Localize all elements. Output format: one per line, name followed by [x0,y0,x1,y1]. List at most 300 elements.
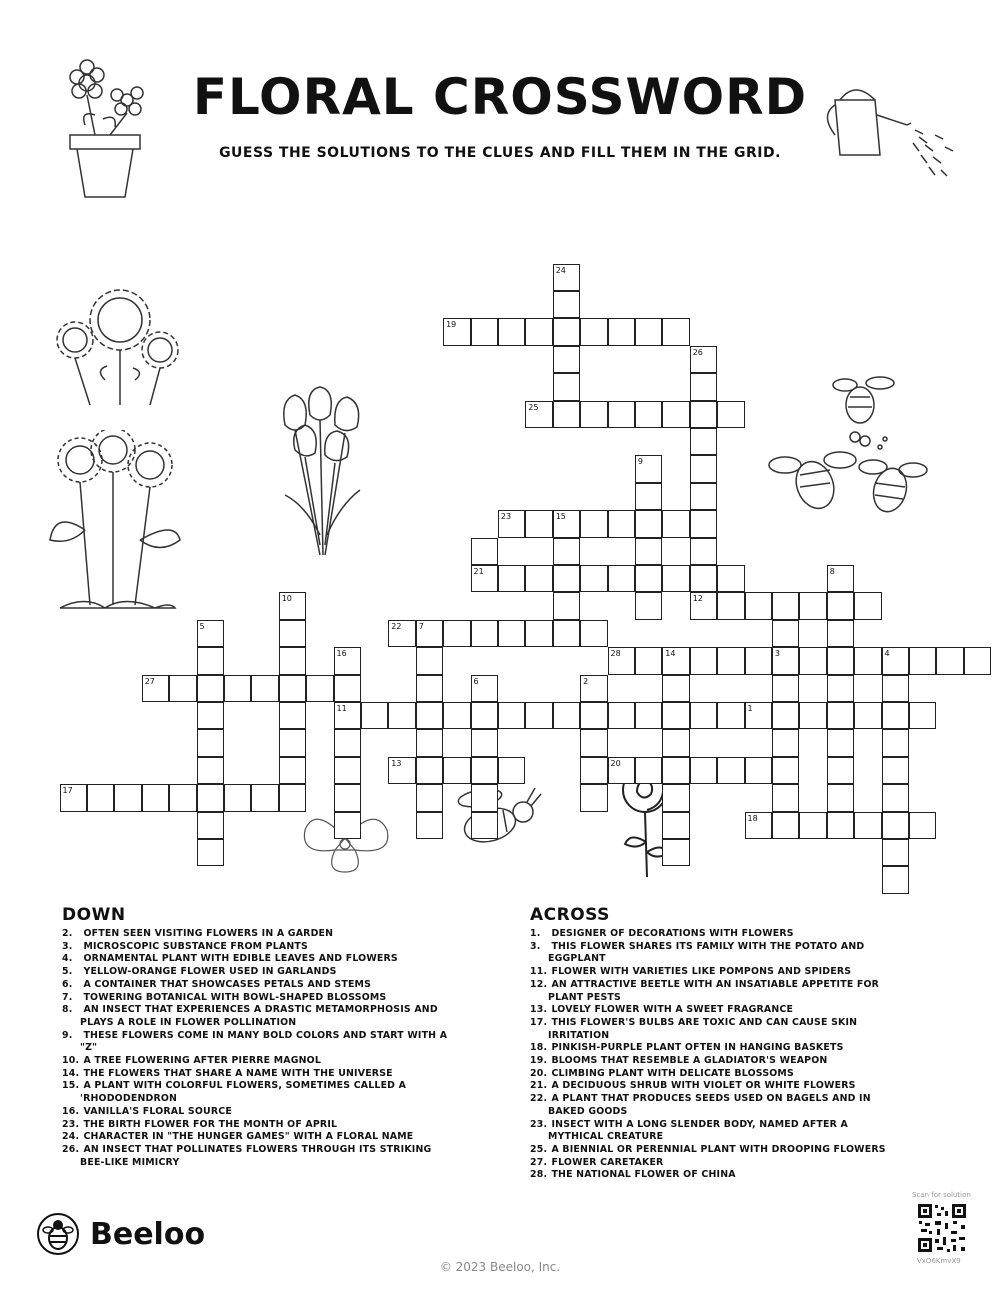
grid-cell[interactable] [279,702,307,730]
grid-cell[interactable] [717,647,745,675]
grid-cell[interactable] [772,812,800,840]
grid-cell[interactable] [772,647,800,675]
grid-cell[interactable] [251,675,279,703]
grid-cell[interactable] [197,839,225,867]
grid-cell[interactable] [854,702,882,730]
page-title: FLORAL CROSSWORD [192,68,808,126]
grid-cell[interactable] [827,620,855,648]
grid-cell[interactable] [498,702,526,730]
grid-cell[interactable] [553,346,581,374]
clue-number: 19. [530,1055,548,1067]
grid-cell[interactable] [169,675,197,703]
across-clue [530,1119,900,1144]
grid-cell[interactable] [635,318,663,346]
grid-cell[interactable] [690,401,718,429]
grid-cell[interactable] [471,620,499,648]
grid-cell[interactable] [799,592,827,620]
grid-cell[interactable] [635,757,663,785]
grid-cell[interactable] [799,647,827,675]
grid-cell[interactable] [772,729,800,757]
down-clue [62,1030,452,1055]
grid-cell[interactable] [799,812,827,840]
grid-cell[interactable] [416,757,444,785]
clue-number: 3. [62,940,73,952]
grid-cell[interactable] [471,812,499,840]
grid-cell[interactable] [279,784,307,812]
grid-cell[interactable] [416,812,444,840]
grid-cell[interactable] [827,675,855,703]
grid-cell[interactable] [772,620,800,648]
clue-text: THIS FLOWER'S BULBS ARE TOXIC AND CAN CAUSE SKIN IRRITATION [548,1016,858,1041]
clue-number: 4. [62,953,73,965]
grid-cell[interactable] [690,702,718,730]
grid-cell[interactable] [662,839,690,867]
grid-cell[interactable] [334,702,362,730]
grid-cell[interactable] [334,812,362,840]
clue-number: 21. [530,1080,548,1092]
grid-cell[interactable] [608,401,636,429]
qr-code-icon[interactable] [917,1203,967,1253]
grid-cell[interactable] [279,729,307,757]
grid-cell-number: 7 [418,621,424,631]
grid-cell-number: 27 [144,676,155,686]
grid-cell[interactable] [662,784,690,812]
grid-cell-number: 11 [336,703,347,713]
grid-cell[interactable] [580,510,608,538]
grid-cell[interactable] [635,510,663,538]
grid-cell[interactable] [553,565,581,593]
grid-cell[interactable] [580,702,608,730]
clue-text: AN INSECT THAT POLLINATES FLOWERS THROUGH ITS STRIKING BEE-LIKE MIMICRY [80,1143,432,1168]
grid-cell-number: 18 [747,813,758,823]
grid-cell[interactable] [690,428,718,456]
grid-cell[interactable] [251,784,279,812]
clue-number: 1. [530,928,541,939]
grid-cell[interactable] [471,318,499,346]
clue-text: AN ATTRACTIVE BEETLE WITH AN INSATIABLE APPETITE FOR PLANT PESTS [548,978,880,1003]
clue-text: DESIGNER OF DECORATIONS WITH FLOWERS [548,928,794,939]
clue-text: MICROSCOPIC SUBSTANCE FROM PLANTS [80,940,308,952]
clue-number: 13. [530,1004,548,1016]
grid-cell[interactable] [854,812,882,840]
grid-cell-number: 8 [829,566,835,576]
grid-cell[interactable] [690,346,718,374]
clue-number: 17. [530,1016,548,1028]
down-clue [62,1004,452,1029]
grid-cell[interactable] [416,729,444,757]
grid-cell[interactable] [471,565,499,593]
grid-cell-number: 14 [665,649,676,659]
grid-cell[interactable] [717,757,745,785]
grid-cell[interactable] [662,812,690,840]
clue-number: 23. [530,1118,548,1130]
down-clue [62,1080,452,1105]
grid-cell[interactable] [525,620,553,648]
across-clue [530,1042,900,1055]
grid-cell[interactable] [580,318,608,346]
across-clue [530,941,900,966]
grid-cell[interactable] [443,318,471,346]
grid-cell[interactable] [416,620,444,648]
grid-cell[interactable] [525,702,553,730]
down-clue [62,966,452,979]
grid-cell[interactable] [690,757,718,785]
grid-cell[interactable] [443,620,471,648]
grid-cell[interactable] [553,702,581,730]
grid-cell[interactable] [553,538,581,566]
clue-number: 11. [530,966,548,978]
grid-cell[interactable] [608,702,636,730]
brand-name: Beeloo [90,1216,206,1252]
grid-cell[interactable] [580,620,608,648]
grid-cell[interactable] [306,675,334,703]
grid-cell[interactable] [197,729,225,757]
clue-number: 20. [530,1067,548,1079]
down-clue [62,1106,452,1119]
grid-cell-number: 3 [774,649,780,659]
grid-cell[interactable] [471,675,499,703]
grid-cell[interactable] [635,592,663,620]
grid-cell-number: 6 [473,676,479,686]
grid-cell[interactable] [882,866,910,894]
grid-cell[interactable] [662,647,690,675]
grid-cell[interactable] [690,538,718,566]
clue-text: CLIMBING PLANT WITH DELICATE BLOSSOMS [548,1067,794,1079]
clue-text: A PLANT THAT PRODUCES SEEDS USED ON BAGELS AND IN BAKED GOODS [548,1093,871,1117]
grid-cell[interactable] [882,729,910,757]
grid-cell[interactable] [279,675,307,703]
grid-cell[interactable] [334,675,362,703]
grid-cell[interactable] [334,647,362,675]
grid-cell[interactable] [553,510,581,538]
grid-cell[interactable] [388,620,416,648]
clue-text: THIS FLOWER SHARES ITS FAMILY WITH THE POTATO AND EGGPLANT [548,940,865,965]
grid-cell[interactable] [416,784,444,812]
down-clue [62,1119,452,1132]
grid-cell[interactable] [635,455,663,483]
grid-cell[interactable] [882,757,910,785]
grid-cell[interactable] [635,401,663,429]
grid-cell-number: 24 [555,265,566,275]
grid-cell[interactable] [334,729,362,757]
grid-cell[interactable] [498,757,526,785]
grid-cell[interactable] [827,729,855,757]
grid-cell-number: 12 [692,594,703,604]
across-clue [530,1017,900,1042]
grid-cell[interactable] [827,565,855,593]
grid-cell[interactable] [498,318,526,346]
grid-cell[interactable] [827,812,855,840]
grid-cell[interactable] [827,784,855,812]
grid-cell[interactable] [882,839,910,867]
grid-cell-number: 22 [391,621,402,631]
grid-cell[interactable] [772,702,800,730]
grid-cell-number: 23 [500,512,512,522]
clue-text: BLOOMS THAT RESEMBLE A GLADIATOR'S WEAPON [548,1055,828,1067]
grid-cell[interactable] [635,483,663,511]
grid-cell[interactable] [662,510,690,538]
grid-cell[interactable] [690,455,718,483]
grid-cell[interactable] [416,675,444,703]
grid-cell[interactable] [525,401,553,429]
grid-cell[interactable] [745,702,773,730]
clue-text: ORNAMENTAL PLANT WITH EDIBLE LEAVES AND FLOWERS [80,953,398,965]
across-clue [530,1004,900,1017]
grid-cell[interactable] [909,647,937,675]
grid-cell[interactable] [690,510,718,538]
down-heading: DOWN [62,905,126,925]
grid-cell[interactable] [471,729,499,757]
grid-cell[interactable] [525,510,553,538]
down-clue [62,1068,452,1081]
grid-cell[interactable] [882,647,910,675]
grid-cell[interactable] [443,702,471,730]
clue-number: 9. [62,1029,73,1041]
grid-cell[interactable] [279,620,307,648]
grid-cell[interactable] [690,483,718,511]
grid-cell[interactable] [827,592,855,620]
grid-cell[interactable] [471,538,499,566]
grid-cell[interactable] [197,757,225,785]
grid-cell-number: 1 [747,703,753,713]
down-clue-list [62,928,452,1169]
grid-cell[interactable] [608,510,636,538]
clue-number: 12. [530,978,548,990]
grid-cell[interactable] [662,757,690,785]
clue-number: 15. [62,1080,80,1092]
grid-cell[interactable] [799,702,827,730]
grid-cell-number: 16 [336,649,347,659]
clue-text: A DECIDUOUS SHRUB WITH VIOLET OR WHITE FLOWERS [548,1080,856,1092]
grid-cell[interactable] [662,702,690,730]
clue-text: A CONTAINER THAT SHOWCASES PETALS AND STEMS [80,978,372,990]
grid-cell[interactable] [553,264,581,292]
grid-cell[interactable] [827,647,855,675]
clue-text: FLOWER CARETAKER [548,1156,664,1168]
clue-number: 23. [62,1118,80,1130]
clue-text: A TREE FLOWERING AFTER PIERRE MAGNOL [80,1055,322,1067]
grid-cell[interactable] [553,401,581,429]
grid-cell[interactable] [936,647,964,675]
clue-number: 25. [530,1143,548,1155]
grid-cell[interactable] [553,620,581,648]
grid-cell[interactable] [772,757,800,785]
grid-cell[interactable] [416,702,444,730]
clue-text: INSECT WITH A LONG SLENDER BODY, NAMED AFTER A MYTHICAL CREATURE [548,1118,848,1143]
grid-cell[interactable] [854,592,882,620]
grid-cell[interactable] [580,757,608,785]
grid-cell[interactable] [224,675,252,703]
grid-cell[interactable] [745,592,773,620]
grid-cell-number: 15 [555,512,566,522]
across-clue [530,1144,900,1157]
grid-cell[interactable] [197,620,225,648]
across-clue [530,1169,900,1182]
qr-label: Scan for solution [912,1191,971,1199]
grid-cell[interactable] [690,565,718,593]
grid-cell[interactable] [443,757,471,785]
grid-cell[interactable] [142,675,170,703]
grid-cell[interactable] [525,318,553,346]
grid-cell-number: 26 [692,347,703,357]
grid-cell[interactable] [745,757,773,785]
grid-cell[interactable] [608,318,636,346]
grid-cell[interactable] [60,784,88,812]
bee-logo-icon [36,1212,80,1256]
grid-cell[interactable] [553,291,581,319]
clue-number: 6. [62,978,73,990]
clue-number: 22. [530,1093,548,1105]
grid-cell[interactable] [635,565,663,593]
clue-text: A BIENNIAL OR PERENNIAL PLANT WITH DROOPING FLOWERS [548,1143,886,1155]
grid-cell[interactable] [334,784,362,812]
grid-cell-number: 9 [637,457,643,467]
grid-cell[interactable] [882,702,910,730]
grid-cell[interactable] [772,675,800,703]
grid-cell[interactable] [608,565,636,593]
grid-cell[interactable] [772,784,800,812]
down-clue [62,992,452,1005]
grid-cell[interactable] [662,729,690,757]
grid-cell[interactable] [471,702,499,730]
grid-cell[interactable] [882,812,910,840]
grid-cell[interactable] [717,592,745,620]
grid-cell[interactable] [197,812,225,840]
grid-cell[interactable] [471,784,499,812]
down-clue [62,979,452,992]
grid-cell[interactable] [717,702,745,730]
down-clue [62,928,452,941]
grid-cell[interactable] [827,702,855,730]
grid-cell[interactable] [717,565,745,593]
grid-cell[interactable] [279,647,307,675]
grid-cell[interactable] [635,538,663,566]
grid-cell[interactable] [662,565,690,593]
clue-text: THE BIRTH FLOWER FOR THE MONTH OF APRIL [80,1118,338,1130]
across-clue [530,1093,900,1118]
grid-cell[interactable] [471,757,499,785]
grid-cell[interactable] [882,675,910,703]
grid-cell[interactable] [197,675,225,703]
grid-cell-number: 28 [610,649,621,659]
grid-cell-number: 10 [281,594,292,604]
grid-cell[interactable] [114,784,142,812]
grid-cell[interactable] [388,702,416,730]
grid-cell[interactable] [909,702,937,730]
clue-text: OFTEN SEEN VISITING FLOWERS IN A GARDEN [80,928,334,939]
grid-cell[interactable] [580,784,608,812]
grid-cell[interactable] [882,784,910,812]
grid-cell[interactable] [909,812,937,840]
grid-cell[interactable] [361,702,389,730]
grid-cell[interactable] [690,373,718,401]
grid-cell[interactable] [498,620,526,648]
clue-text: A PLANT WITH COLORFUL FLOWERS, SOMETIMES CALLED A 'RHODODENDRON [80,1080,407,1105]
grid-cell[interactable] [635,647,663,675]
grid-cell[interactable] [197,702,225,730]
grid-cell[interactable] [525,565,553,593]
clue-number: 16. [62,1105,80,1117]
grid-cell[interactable] [279,592,307,620]
clue-text: AN INSECT THAT EXPERIENCES A DRASTIC METAMORPHOSIS AND PLAYS A ROLE IN FLOWER POLLINATION [80,1004,438,1028]
grid-cell[interactable] [635,702,663,730]
grid-cell[interactable] [745,647,773,675]
clue-number: 3. [530,940,541,952]
grid-cell[interactable] [498,565,526,593]
down-clue [62,953,452,966]
grid-cell[interactable] [553,318,581,346]
across-clue-list [530,928,900,1182]
grid-cell-number: 21 [473,566,484,576]
across-clue [530,966,900,979]
grid-cell-number: 19 [446,320,457,330]
grid-cell[interactable] [745,812,773,840]
grid-cell[interactable] [197,647,225,675]
clue-number: 2. [62,928,73,939]
qr-code-text: VxO6KmvX9 [917,1257,961,1265]
grid-cell[interactable] [717,401,745,429]
grid-cell[interactable] [498,510,526,538]
down-clue [62,1131,452,1144]
clue-text: THE NATIONAL FLOWER OF CHINA [548,1169,736,1181]
grid-cell[interactable] [279,757,307,785]
clue-text: THESE FLOWERS COME IN MANY BOLD COLORS AND START WITH A "Z" [80,1029,448,1054]
grid-cell[interactable] [334,757,362,785]
grid-cell[interactable] [854,647,882,675]
grid-cell[interactable] [608,647,636,675]
grid-cell[interactable] [580,565,608,593]
grid-cell[interactable] [580,401,608,429]
clue-text: TOWERING BOTANICAL WITH BOWL-SHAPED BLOSSOMS [80,991,387,1003]
grid-cell[interactable] [690,647,718,675]
grid-cell[interactable] [580,729,608,757]
grid-cell[interactable] [169,784,197,812]
clue-number: 7. [62,991,73,1003]
grid-cell[interactable] [553,373,581,401]
grid-cell[interactable] [827,757,855,785]
grid-cell[interactable] [772,592,800,620]
across-clue [530,1080,900,1093]
down-clue [62,1144,452,1169]
grid-cell[interactable] [662,401,690,429]
grid-cell-number: 2 [583,676,589,686]
grid-cell[interactable] [87,784,115,812]
clue-number: 24. [62,1131,80,1143]
grid-cell[interactable] [964,647,992,675]
grid-cell[interactable] [580,675,608,703]
grid-cell[interactable] [690,592,718,620]
grid-cell[interactable] [388,757,416,785]
clue-number: 18. [530,1042,548,1054]
grid-cell[interactable] [224,784,252,812]
across-clue [530,1055,900,1068]
clue-text: YELLOW-ORANGE FLOWER USED IN GARLANDS [80,966,337,978]
grid-cell[interactable] [142,784,170,812]
clue-number: 26. [62,1143,80,1155]
grid-cell[interactable] [662,675,690,703]
grid-cell[interactable] [608,757,636,785]
clue-text: PINKISH-PURPLE PLANT OFTEN IN HANGING BASKETS [548,1042,844,1054]
clue-number: 27. [530,1156,548,1168]
clue-text: LOVELY FLOWER WITH A SWEET FRAGRANCE [548,1004,794,1016]
grid-cell[interactable] [553,592,581,620]
grid-cell[interactable] [197,784,225,812]
grid-cell-number: 4 [884,649,890,659]
grid-cell[interactable] [662,318,690,346]
grid-cell[interactable] [416,647,444,675]
clue-text: CHARACTER IN "THE HUNGER GAMES" WITH A FLORAL NAME [80,1131,414,1143]
clue-number: 10. [62,1055,80,1067]
